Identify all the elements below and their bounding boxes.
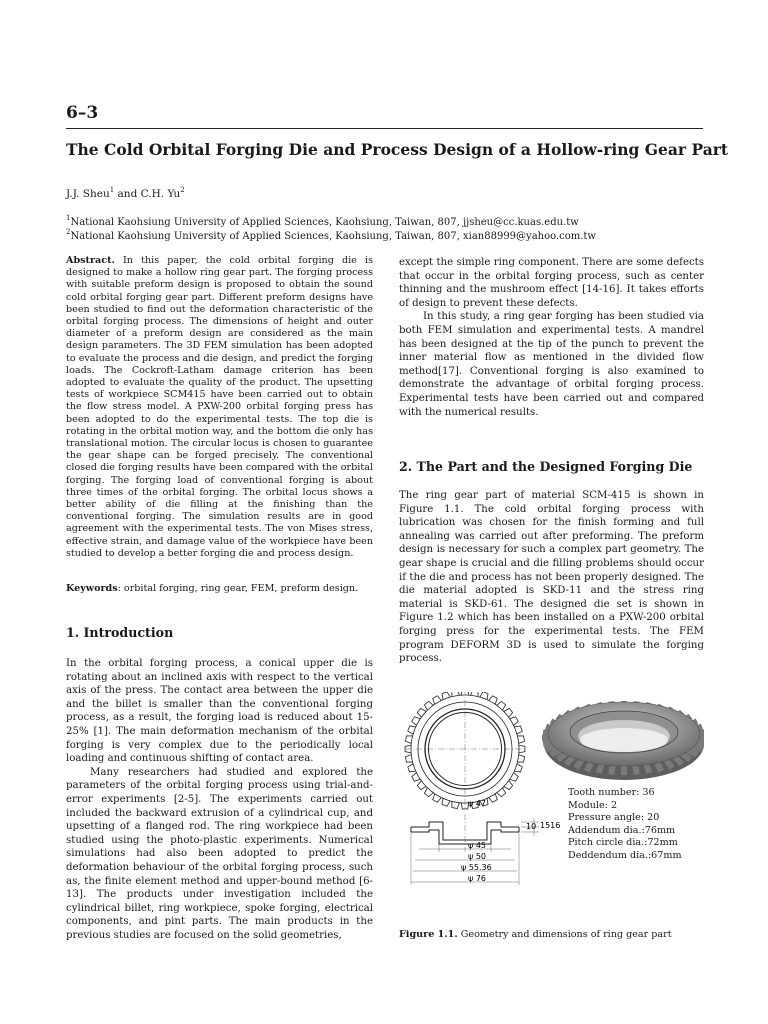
dim-50: ψ 50: [468, 852, 486, 861]
abstract-text: In this paper, the cold orbital forging die is designed to make a hollow ring gear part. The forging process with suitable preform design is proposed to obtain the sound cold orbital forging gear part. Different preform designs have been studied to find out the deformation characteristic of the orbital forging process. The dimensions of height and outer diameter of a preform design are considered as the main design parameters. The 3D FEM simulation has been adopted to evaluate the process and die design, and predict the forging loads. The Cockroft-Latham damage criterion has been adopted to evaluate the quality of the product. The upsetting tests of workpiece SCM415 have been carried out to obtain the flow stress model. A PXW-200 orbital forging press has been adopted to do the experimental tests. The top die is rotating in the orbital motion way, and the bottom die only has translational motion. The circular locus is chosen to guarantee the gear shape can be forged precisely. The conventional closed die forging results have been compared with the orbital forging. The forging load of conventional forging is about three times of the orbital forging. The orbital locus shows a better ability of die filling at the finishing than the conventional forging. The simulation results are in good agreement with the experimental tests. The von Mises stress, effective strain, and damage value of the workpiece have been studied to develop a better forging die and process design.: [66, 255, 373, 559]
abstract: [66, 255, 373, 560]
dim-15-16: 1516: [540, 821, 561, 830]
spec-addendum: Addendum dia.:76mm: [568, 824, 676, 836]
part-paragraph-1: The ring gear part of material SCM-415 is shown in Figure 1.1. The cold orbital forging process with lubrication was chosen for the finish forming and full annealing was carried out after preforming. The preform design is necessary for such a complex part geometry. The gear shape is crucial and die filling problems should occur if the die and process has not been properly designed. The die material adopted is SKD-11 and the stress ring material is SKD-61. The designed die set is shown in Figure 1.2 which has been installed on a PXW-200 orbital forging press for the experimental tests. The FEM program DEFORM 3D is used to simulate the forging process.: [399, 490, 704, 665]
spec-pressure-angle: Pressure angle: 20: [568, 812, 660, 824]
keywords-label: Keywords: [66, 583, 118, 594]
gear-specifications: [568, 787, 682, 863]
author-1: J.J. Sheu: [66, 188, 110, 200]
spec-module: Module: 2: [568, 799, 618, 811]
figure-caption: [399, 929, 672, 940]
affiliation-2: [66, 228, 596, 242]
paper-title: The Cold Orbital Forging Die and Process Design of a Hollow-ring Gear Part: [66, 140, 729, 159]
header-rule: [66, 128, 703, 129]
abstract-label: Abstract.: [66, 255, 115, 266]
spec-dedendum: Deddendum dia.:67mm: [568, 849, 682, 861]
caption-label: Figure 1.1.: [399, 929, 458, 940]
right-paragraph-2: In this study, a ring gear forging has been studied via both FEM simulation and experimental tests. A mandrel has been designed at the tip of the punch to prevent the inner material flow as mentioned in the divided flow method[17]. Conventional forging is also examined to demonstrate the advantage of orbital forging process. Experimental tests have been carried out and compared with the numerical results.: [399, 311, 704, 418]
spec-pitch-circle: Pitch circle dia.:72mm: [568, 837, 678, 849]
intro-body: [66, 657, 373, 942]
spec-tooth-number: Tooth number: 36: [568, 787, 655, 798]
caption-text: Geometry and dimensions of ring gear part: [457, 929, 672, 940]
affiliation-1: [66, 214, 579, 228]
dim-45: ψ 45: [468, 841, 486, 850]
intro-paragraph-1: In the orbital forging process, a conical upper die is rotating about an inclined axis with respect to the vertical axis of the press. The contact area between the upper die and the billet is smaller than the conventional forging process, as a result, the forging load is reduced about 15-25% [1]. The main deformation mechanism of the orbital forging is very complex due to the periodically local loading and continuous shifting of contact area.: [66, 658, 373, 765]
gear-3d-tooth: [621, 765, 627, 775]
affiliation-1-text: National Kaohsiung University of Applied Sciences, Kaohsiung, Taiwan, 807, jjsheu@cc.kuas.edu.tw: [70, 217, 579, 228]
dim-10: 10: [526, 822, 537, 831]
part-heading: 2. The Part and the Designed Forging Die: [399, 459, 693, 474]
gear-top-view: [405, 692, 525, 809]
author-1-sup: 1: [109, 186, 115, 194]
affiliation-2-text: National Kaohsiung University of Applied Sciences, Kaohsiung, Taiwan, 807, xian88999@yahoo.com.tw: [70, 231, 596, 242]
affiliation-2-sup: 2: [66, 228, 71, 236]
keywords: [66, 583, 373, 595]
author-line: [66, 186, 185, 200]
gear-3d-render: [542, 701, 704, 780]
author-conjunction: and: [114, 188, 141, 200]
part-body: [399, 489, 704, 666]
author-2: C.H. Yu: [140, 188, 181, 200]
intro-continuation: [399, 256, 704, 419]
dim-76: ψ 76: [468, 874, 486, 883]
intro-paragraph-2: Many researchers had studied and explored the parameters of the orbital forging process using trial-and-error experiments [2-5]. The experiments carried out included the backward extrusion of a cylindrical cup, and upsetting of a flanged rod. The ring workpiece had been studied using the photo-plastic experiments. Numerical simulations had also been adopted to predict the deformation behaviour of the orbital forging process, such as, the finite element method and upper-bound method [6-13]. The products under investigation included the cylindrical billet, ring workpiece, spoke forging, electrical components, and pint parts. The main products in the previous studies are focused on the solid geometries,: [66, 766, 373, 941]
keywords-text: : orbital forging, ring gear, FEM, preform design.: [117, 583, 359, 594]
intro-heading: 1. Introduction: [66, 625, 174, 640]
dim-47: ψ 47: [468, 799, 486, 808]
dim-55-36: ψ 55.36: [461, 863, 492, 872]
right-paragraph-1: except the simple ring component. There are some defects that occur in the orbital forging process, such as center thinning and the mushroom effect [14-16]. It takes efforts of design to prevent these defects.: [399, 257, 704, 309]
author-2-sup: 2: [180, 186, 185, 194]
affiliation-1-sup: 1: [66, 214, 71, 222]
section-number: 6–3: [66, 103, 99, 123]
